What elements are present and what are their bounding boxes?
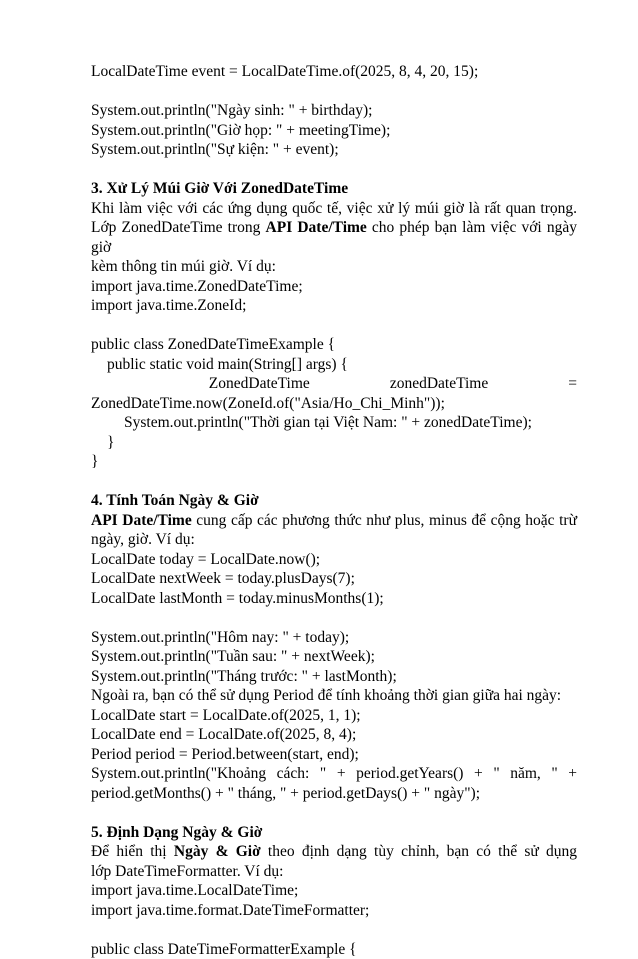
code-line: public class DateTimeFormatterExample { (91, 940, 577, 959)
paragraph-line: Ngoài ra, bạn có thể sử dụng Period để tính khoảng thời gian giữa hai ngày: (91, 686, 577, 706)
code-line: import java.time.format.DateTimeFormatter; (91, 901, 577, 921)
code-line: public static void main(String[] args) { (91, 355, 577, 375)
blank-line (91, 803, 577, 823)
blank-line (91, 608, 577, 628)
text-run: cung cấp các phương thức như plus, minus để cộng hoặc trừ (192, 512, 577, 529)
code-line: LocalDateTime event = LocalDateTime.of(2025, 8, 4, 20, 15); (91, 62, 577, 82)
paragraph-line (91, 218, 577, 257)
paragraph-line (91, 842, 577, 862)
code-line: System.out.println("Ngày sinh: " + birthday); (91, 101, 577, 121)
code-token: ZonedDateTime (209, 374, 310, 394)
code-line: } (91, 452, 577, 472)
code-line: LocalDate today = LocalDate.now(); (91, 550, 577, 570)
code-line: LocalDate end = LocalDate.of(2025, 8, 4); (91, 725, 577, 745)
code-line: } (91, 433, 577, 453)
blank-line (91, 920, 577, 940)
code-line: System.out.println("Tháng trước: " + lastMonth); (91, 667, 577, 687)
code-line: import java.time.ZonedDateTime; (91, 277, 577, 297)
bold-text: Ngày & Giờ (174, 843, 261, 860)
paragraph-line: ngày, giờ. Ví dụ: (91, 530, 577, 550)
paragraph-line: lớp DateTimeFormatter. Ví dụ: (91, 862, 577, 882)
code-line: LocalDate start = LocalDate.of(2025, 1, 1); (91, 706, 577, 726)
blank-line (91, 472, 577, 492)
code-token: zonedDateTime (390, 374, 488, 394)
code-line: import java.time.LocalDateTime; (91, 881, 577, 901)
code-line: period.getMonths() + " tháng, " + period.getDays() + " ngày"); (91, 784, 577, 804)
code-line: ZonedDateTime.now(ZoneId.of("Asia/Ho_Chi_Minh")); (91, 394, 577, 414)
code-line: System.out.println("Giờ họp: " + meetingTime); (91, 121, 577, 141)
code-line: System.out.println("Sự kiện: " + event); (91, 140, 577, 160)
bold-text: API Date/Time (91, 512, 192, 529)
bold-text: API Date/Time (266, 219, 367, 236)
document-body (91, 62, 577, 959)
code-line: LocalDate lastMonth = today.minusMonths(1); (91, 589, 577, 609)
code-line: import java.time.ZoneId; (91, 296, 577, 316)
paragraph-line (91, 511, 577, 531)
section-heading-3: 3. Xử Lý Múi Giờ Với ZonedDateTime (91, 179, 577, 199)
code-line-justified (91, 374, 577, 394)
code-line: Period period = Period.between(start, end); (91, 745, 577, 765)
section-heading-4: 4. Tính Toán Ngày & Giờ (91, 491, 577, 511)
blank-line (91, 160, 577, 180)
text-run: Để hiển thị (91, 843, 174, 860)
text-run: cho phép bạn làm việc với ngày giờ (91, 219, 577, 256)
paragraph-line: Khi làm việc với các ứng dụng quốc tế, việc xử lý múi giờ là rất quan trọng. (91, 199, 577, 219)
text-run: Lớp ZonedDateTime trong (91, 219, 266, 236)
blank-line (91, 316, 577, 336)
code-line: System.out.println("Thời gian tại Việt Nam: " + zonedDateTime); (91, 413, 577, 433)
blank-line (91, 82, 577, 102)
code-line: public class ZonedDateTimeExample { (91, 335, 577, 355)
code-line-justified: System.out.println("Khoảng cách: " + period.getYears() + " năm, " + (91, 764, 577, 784)
code-line: System.out.println("Hôm nay: " + today); (91, 628, 577, 648)
code-token: = (568, 374, 577, 394)
section-heading-5: 5. Định Dạng Ngày & Giờ (91, 823, 577, 843)
code-line: System.out.println("Tuần sau: " + nextWeek); (91, 647, 577, 667)
text-run: theo định dạng tùy chỉnh, bạn có thể sử dụng (261, 843, 577, 860)
paragraph-line: kèm thông tin múi giờ. Ví dụ: (91, 257, 577, 277)
code-line: LocalDate nextWeek = today.plusDays(7); (91, 569, 577, 589)
